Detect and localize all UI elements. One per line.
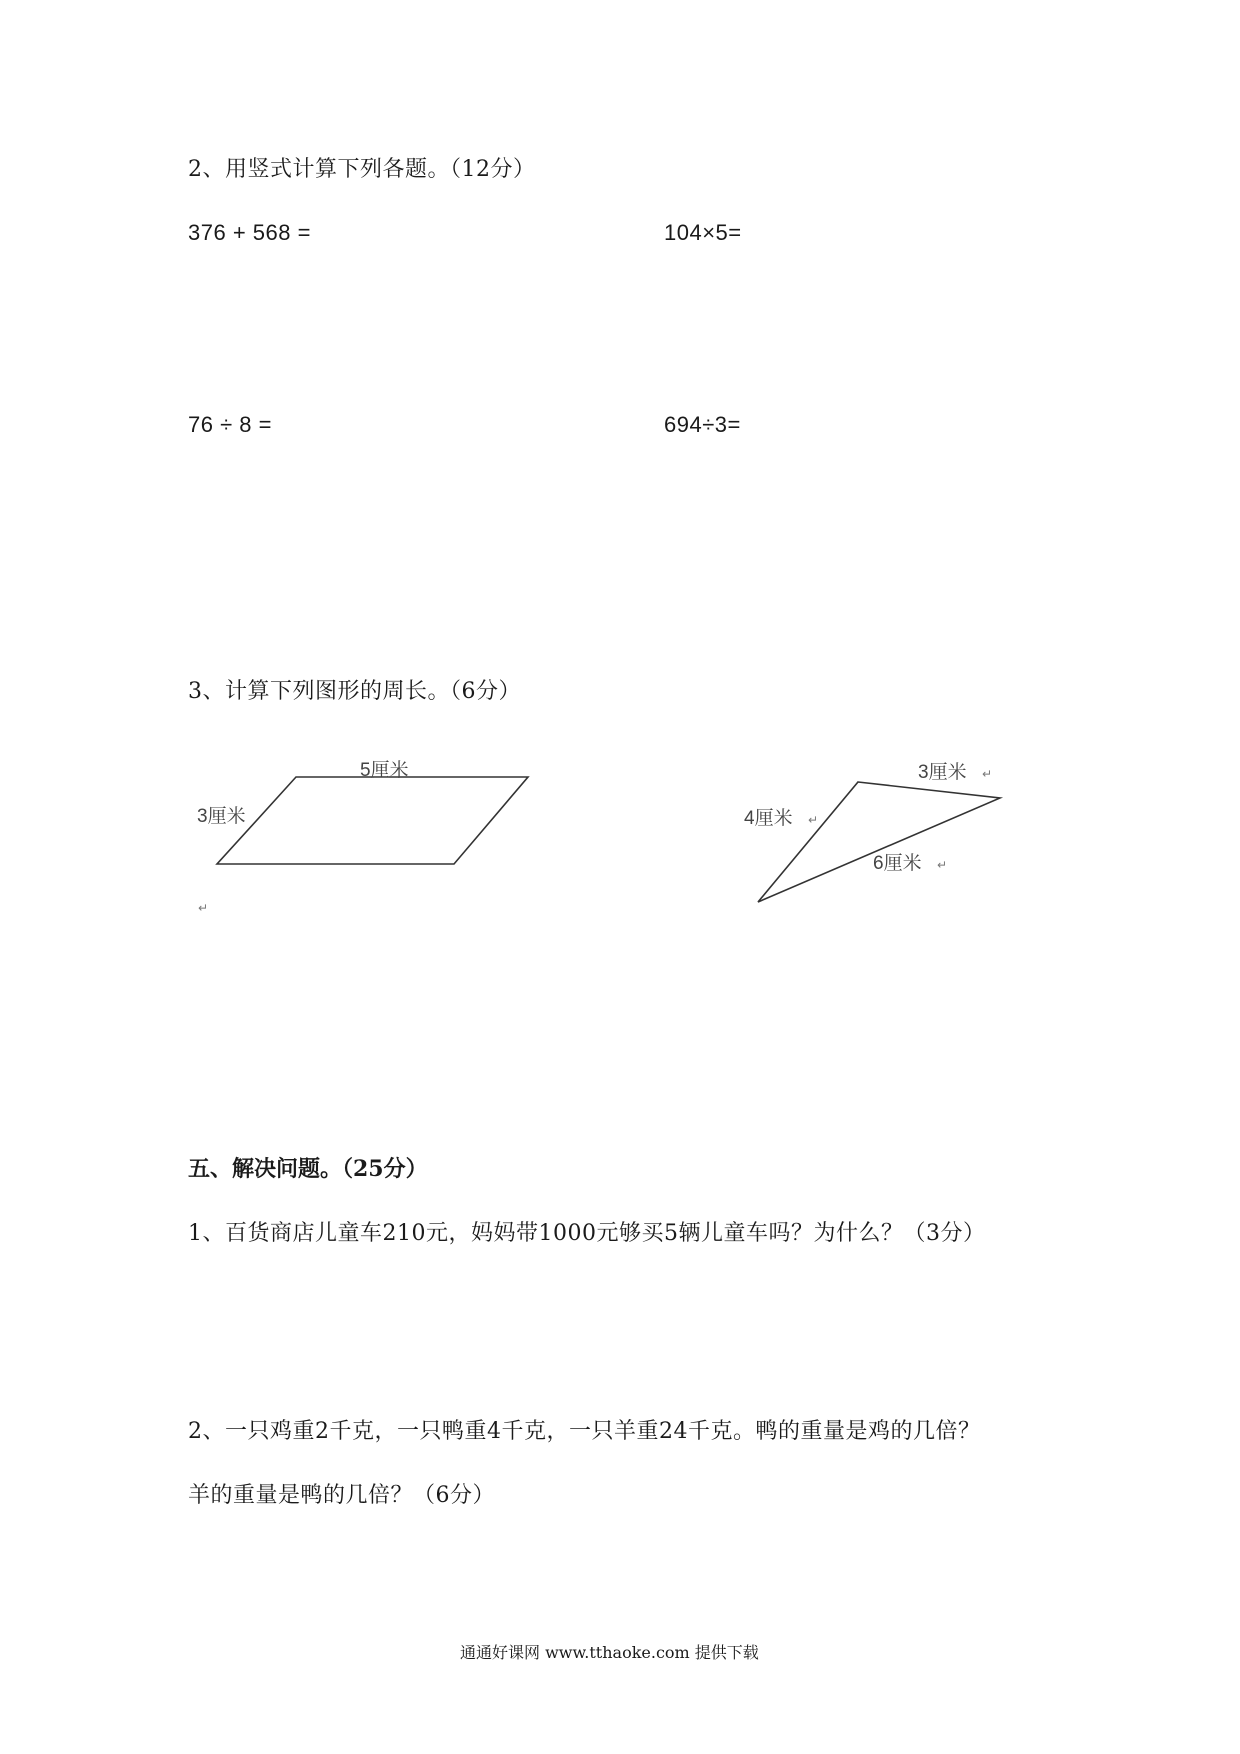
parallelogram-side-label: 3厘米 [197, 806, 246, 827]
problem-5-2-line-1: 2、一只鸡重2千克，一只鸭重4千克，一只羊重24千克。鸭的重量是鸡的几倍？ [188, 1419, 981, 1444]
problem-divide-2: 694÷3= [664, 412, 741, 437]
problem-5-2-line-2: 羊的重量是鸭的几倍？（6分） [188, 1483, 495, 1508]
triangle-label-6: 6厘米 [873, 853, 922, 874]
problem-divide-1: 76 ÷ 8 = [188, 412, 272, 437]
triangle-label-4: 4厘米 [744, 808, 793, 829]
triangle-label-3-return: ↵ [982, 767, 993, 781]
return-mark: ↵ [198, 901, 209, 915]
section-5-heading: 五、解决问题。（25分） [188, 1156, 428, 1182]
triangle-shape [758, 782, 1000, 902]
problem-add: 376 + 568 = [188, 220, 311, 245]
problem-5-1: 1、百货商店儿童车210元，妈妈带1000元够买5辆儿童车吗？为什么？（3分） [188, 1221, 986, 1246]
question-2-title: 2、用竖式计算下列各题。（12分） [188, 157, 536, 182]
triangle-label-4-return: ↵ [808, 813, 819, 827]
parallelogram-top-label: 5厘米 [360, 760, 409, 781]
page-footer: 通通好课网 www.tthaoke.com 提供下载 [460, 1643, 759, 1662]
parallelogram-shape [217, 777, 528, 864]
triangle-label-6-return: ↵ [937, 858, 948, 872]
question-3-title: 3、计算下列图形的周长。（6分） [188, 679, 521, 704]
problem-multiply: 104×5= [664, 220, 742, 245]
triangle-label-3: 3厘米 [918, 762, 967, 783]
